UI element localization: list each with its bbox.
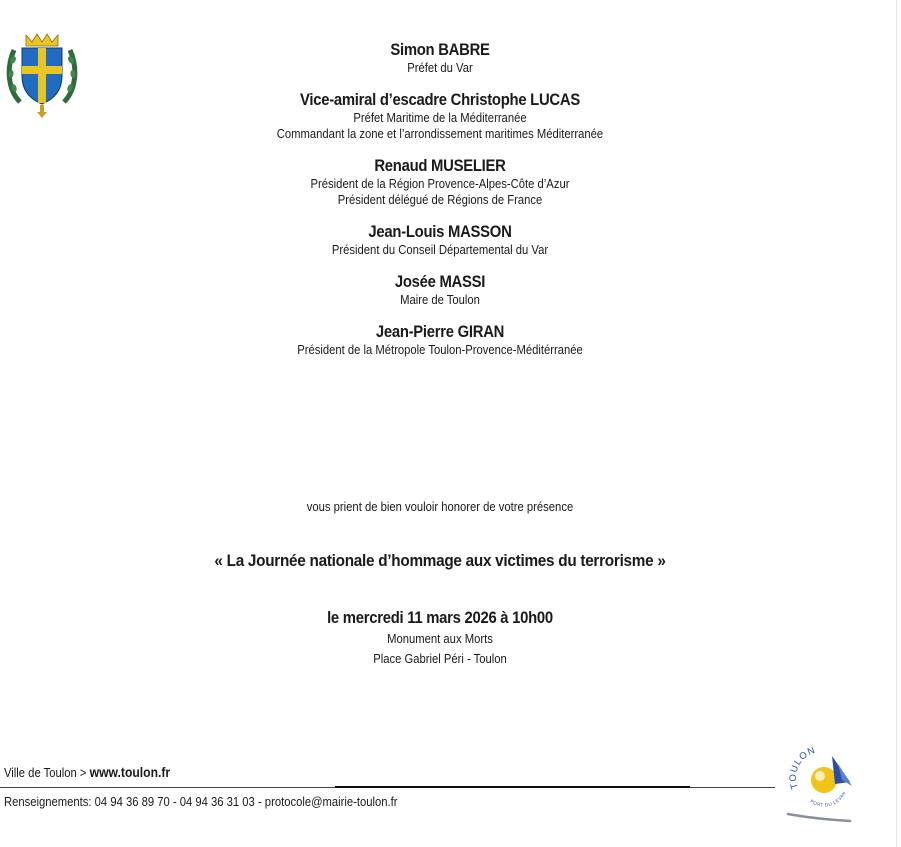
signatories-list: [140, 40, 740, 372]
signatory-name: Josée MASSI: [394, 273, 486, 291]
signatory: [140, 40, 740, 76]
signatory: [140, 272, 740, 308]
signatory: [140, 322, 740, 358]
signatory-title: Président du Conseil Départemental du Var: [331, 243, 549, 257]
signatory-name: Vice-amiral d’escadre Christophe LUCAS: [300, 91, 580, 109]
signatory: [140, 90, 740, 142]
event-title: « La Journée nationale d’hommage aux victimes du terrorisme »: [214, 551, 666, 570]
signatory-title: Président de la Métropole Toulon-Provence-Méditérranée: [297, 343, 583, 357]
footer-separator: >: [79, 766, 87, 780]
signatory: [140, 222, 740, 258]
footer-org: Ville de Toulon: [4, 766, 77, 780]
signatory-name: Jean-Louis MASSON: [368, 223, 512, 241]
event-address: Place Gabriel Péri - Toulon: [373, 652, 507, 666]
invitation-text: vous prient de bien vouloir honorer de votre présence: [306, 500, 574, 514]
toulon-coat-of-arms-icon: [6, 30, 78, 118]
signatory: [140, 156, 740, 208]
logo-arc-top-text: TOULON: [787, 744, 818, 791]
signatory-title: Président de la Région Provence-Alpes-Côte d’Azur: [310, 177, 570, 191]
event-venue: Monument aux Morts: [387, 632, 493, 646]
footer-website-line: [4, 765, 170, 780]
website-link[interactable]: www.toulon.fr: [89, 765, 171, 780]
footer-contact: Renseignements: 04 94 36 89 70 - 04 94 36 31 03 - protocole@mairie-toulon.fr: [4, 795, 398, 809]
event-date: le mercredi 11 mars 2026 à 10h00: [327, 609, 553, 627]
signatory-name: Simon BABRE: [390, 41, 490, 59]
event-details: [140, 607, 740, 669]
signatory-title: Préfet Maritime de la Méditerranée: [353, 111, 527, 125]
signatory-title: Préfet du Var: [407, 61, 473, 75]
logo-arc-bottom-text: PORT DU LEVAN: [809, 790, 847, 808]
signatory-title: Maire de Toulon: [400, 293, 480, 307]
signatory-name: Renaud MUSELIER: [374, 157, 506, 175]
footer-divider-accent: [335, 786, 690, 788]
signatory-title: Président délégué de Régions de France: [337, 193, 543, 207]
page-edge: [896, 0, 897, 847]
signatory-title: Commandant la zone et l’arrondissement maritimes Méditerranée: [276, 127, 604, 141]
toulon-logo-icon: [780, 742, 864, 824]
signatory-name: Jean-Pierre GIRAN: [375, 323, 505, 341]
